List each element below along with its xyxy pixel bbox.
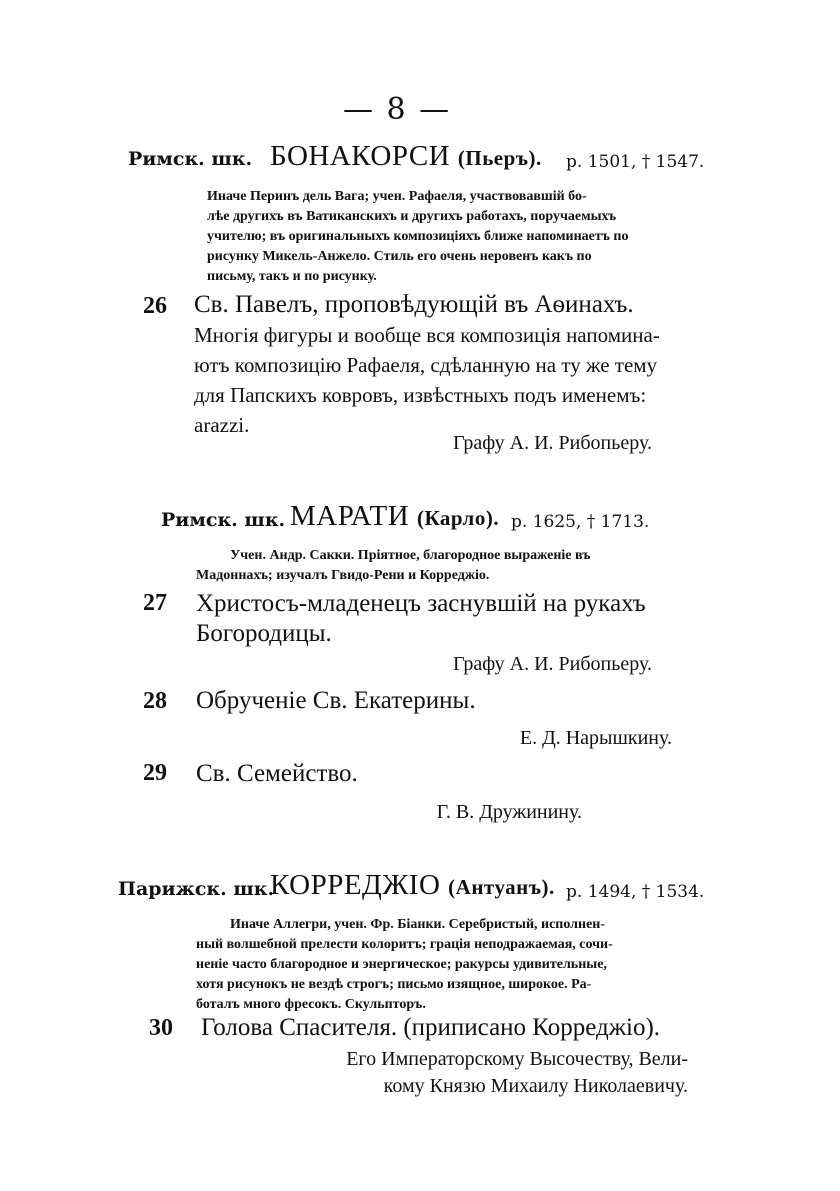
title-line: Св. Павелъ, проповѣдующій въ Аѳинахъ. xyxy=(194,291,634,318)
artist-dates: р. 1501, † 1547. xyxy=(566,152,705,172)
owner-line: Графу А. И. Рибопьеру. xyxy=(453,432,652,454)
artwork-title xyxy=(196,589,646,649)
title-line: Многія фигуры и вообще вся композиція напомина- xyxy=(194,323,660,347)
bio-line: хотя рисунокъ не вездѣ строгъ; письмо изящное, широкое. Ра- xyxy=(196,977,592,992)
bio-line: неніе часто благородное и энергическое; ракурсы удивительные, xyxy=(196,957,607,972)
owner-line: Графу А. И. Рибопьеру. xyxy=(453,653,652,675)
artwork-title xyxy=(201,1013,660,1043)
owner-line: кому Князю Михаилу Николаевичу. xyxy=(383,1075,688,1097)
item-number: 27 xyxy=(143,590,167,616)
artist-heading xyxy=(290,500,499,533)
artist-bio xyxy=(207,187,628,287)
artist-surname: МАРАТИ xyxy=(290,500,410,532)
page-number: — 8 — xyxy=(343,92,452,127)
owner-line: Е. Д. Нарышкину. xyxy=(519,727,672,749)
school-label: Римск. шк. xyxy=(161,509,286,531)
title-line: Богородицы. xyxy=(196,620,332,647)
item-number: 29 xyxy=(143,760,167,786)
owner xyxy=(346,1046,688,1100)
title-line: ютъ композицію Рафаеля, сдѣланную на ту же тему xyxy=(194,353,658,377)
owner-line: Его Императорскому Высочеству, Вели- xyxy=(346,1048,688,1070)
artist-heading xyxy=(270,140,542,173)
bio-line: письму, такъ и по рисунку. xyxy=(207,269,377,284)
artist-heading xyxy=(270,869,555,902)
title-line: Христосъ-младенецъ заснувшій на рукахъ xyxy=(196,590,646,617)
title-line: arazzi. xyxy=(194,413,250,437)
artwork-title xyxy=(196,686,476,716)
owner xyxy=(437,799,582,826)
item-number: 28 xyxy=(143,688,167,714)
bio-line: Иначе Перинъ дель Вага; учен. Рафаеля, участвовавшій бо- xyxy=(207,189,587,204)
artist-bio xyxy=(196,546,590,586)
item-number: 30 xyxy=(149,1015,173,1041)
artist-bio xyxy=(196,915,613,1015)
artist-surname: КОРРЕДЖІО xyxy=(270,869,441,901)
title-line: Обрученіе Св. Екатерины. xyxy=(196,687,476,714)
bio-line: лѣе другихъ въ Ватиканскихъ и другихъ работахъ, поручаемыхъ xyxy=(207,209,617,224)
title-line: Голова Спасителя. (приписано Корреджіо). xyxy=(201,1014,661,1041)
owner xyxy=(453,651,652,678)
bio-line: Учен. Андр. Сакки. Пріятное, благородное выраженіе въ xyxy=(230,548,591,563)
item-number: 26 xyxy=(143,293,167,319)
bio-line: ный волшебной прелести колоритъ; грація неподражаемая, сочи- xyxy=(196,937,613,952)
bio-line: боталъ много фресокъ. Скульпторъ. xyxy=(196,997,426,1012)
artist-given-name: (Антуанъ). xyxy=(448,875,555,899)
owner xyxy=(520,725,672,752)
artist-surname: БОНАКОРСИ xyxy=(270,140,451,172)
title-line: для Папскихъ ковровъ, извѣстныхъ подъ именемъ: xyxy=(194,383,647,407)
artist-given-name: (Карло). xyxy=(416,506,500,530)
school-label: Парижск. шк. xyxy=(118,878,275,900)
bio-line: рисунку Микель-Анжело. Стиль его очень неровенъ какъ по xyxy=(207,249,592,264)
bio-line: Мадоннахъ; изучалъ Гвидо-Рени и Корреджіо. xyxy=(196,568,490,583)
artwork-title xyxy=(194,290,692,440)
owner xyxy=(453,430,652,457)
artwork-title xyxy=(196,759,358,789)
owner-line: Г. В. Дружинину. xyxy=(436,801,582,823)
bio-line: Иначе Аллегри, учен. Фр. Біанки. Серебристый, исполнен- xyxy=(230,917,606,932)
bio-line: учителю; въ оригинальныхъ композиціяхъ ближе напоминаетъ по xyxy=(207,229,629,244)
title-line: Св. Семейство. xyxy=(196,760,358,787)
artist-dates: р. 1494, † 1534. xyxy=(566,882,705,902)
artist-dates: р. 1625, † 1713. xyxy=(511,512,650,532)
school-label: Римск. шк. xyxy=(128,148,253,170)
artist-given-name: (Пьеръ). xyxy=(457,146,542,170)
